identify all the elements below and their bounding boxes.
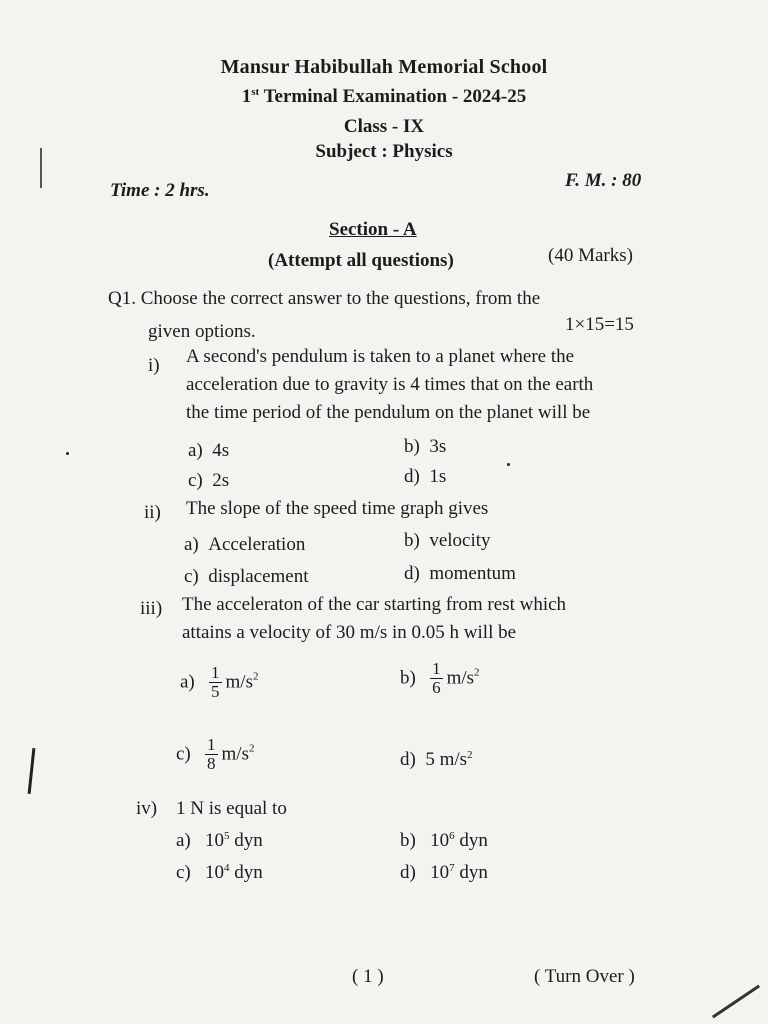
qi-option-b: b) 3s — [404, 436, 447, 457]
pen-mark — [712, 985, 760, 1019]
section-title: Section - A — [329, 219, 417, 240]
qii-option-a: a) Acceleration — [184, 534, 306, 555]
qiv-option-b: b) $10^6$ dyn — [400, 830, 488, 851]
qiv-option-c: c) $10^4$ dyn — [176, 862, 263, 883]
full-marks-label: F. M. : 80 — [565, 170, 642, 191]
turn-over-label: ( Turn Over ) — [534, 966, 635, 987]
time-label: Time : 2 hrs. — [110, 180, 210, 201]
q1-marks: 1×15=15 — [565, 314, 634, 335]
subject-label: Subject : Physics — [315, 141, 453, 162]
qiv-option-d: d) $10^7$ dyn — [400, 862, 488, 883]
qii-option-c: c) displacement — [184, 566, 309, 587]
class-label: Class - IX — [343, 116, 425, 137]
school-name: Mansur Habibullah Memorial School — [220, 56, 548, 78]
qiv-line: 1 N is equal to — [176, 798, 287, 819]
exam-title: 1st Terminal Examination - 2024-25 — [241, 86, 527, 107]
qiii-option-c: c) $\frac{1}{8}$ $m/s^2$ — [176, 735, 255, 773]
qii-option-b: b) velocity — [404, 530, 491, 551]
qi-number: i) — [148, 355, 160, 376]
qiii-option-b: b) $\frac{1}{6}$ $m/s^2$ — [400, 659, 480, 697]
qi-line: acceleration due to gravity is 4 times that on the earth — [186, 374, 594, 395]
pen-mark — [66, 452, 69, 455]
qiii-number: iii) — [140, 598, 163, 619]
qiii-line: The acceleraton of the car starting from rest which — [182, 594, 567, 615]
qiii-option-a: a) $\frac{1}{5}$ $m/s^2$ — [180, 663, 259, 701]
pen-mark — [40, 148, 42, 188]
qi-option-c: c) 2s — [188, 470, 230, 491]
pen-mark — [28, 748, 36, 794]
qiv-number: iv) — [136, 798, 158, 819]
q1-line2: given options. — [148, 321, 256, 342]
qii-number: ii) — [144, 502, 161, 523]
section-marks: (40 Marks) — [548, 245, 633, 266]
qi-option-d: d) 1s — [404, 466, 447, 487]
qii-line: The slope of the speed time graph gives — [186, 498, 489, 519]
qiii-line: attains a velocity of 30 m/s in 0.05 h will be — [182, 622, 517, 643]
qiv-option-a: a) $10^5$ dyn — [176, 830, 263, 851]
qi-line: the time period of the pendulum on the planet will be — [186, 402, 591, 423]
page-number: ( 1 ) — [352, 966, 384, 987]
qii-option-d: d) momentum — [404, 563, 516, 584]
pen-mark — [507, 463, 510, 466]
qi-option-a: a) 4s — [188, 440, 230, 461]
qiii-option-d: d) 5 $m/s^2$ — [400, 749, 473, 770]
qi-line: A second's pendulum is taken to a planet where the — [186, 346, 575, 367]
q1-line1: Q1. Choose the correct answer to the questions, from the — [108, 288, 541, 309]
section-instruction: (Attempt all questions) — [268, 250, 454, 271]
